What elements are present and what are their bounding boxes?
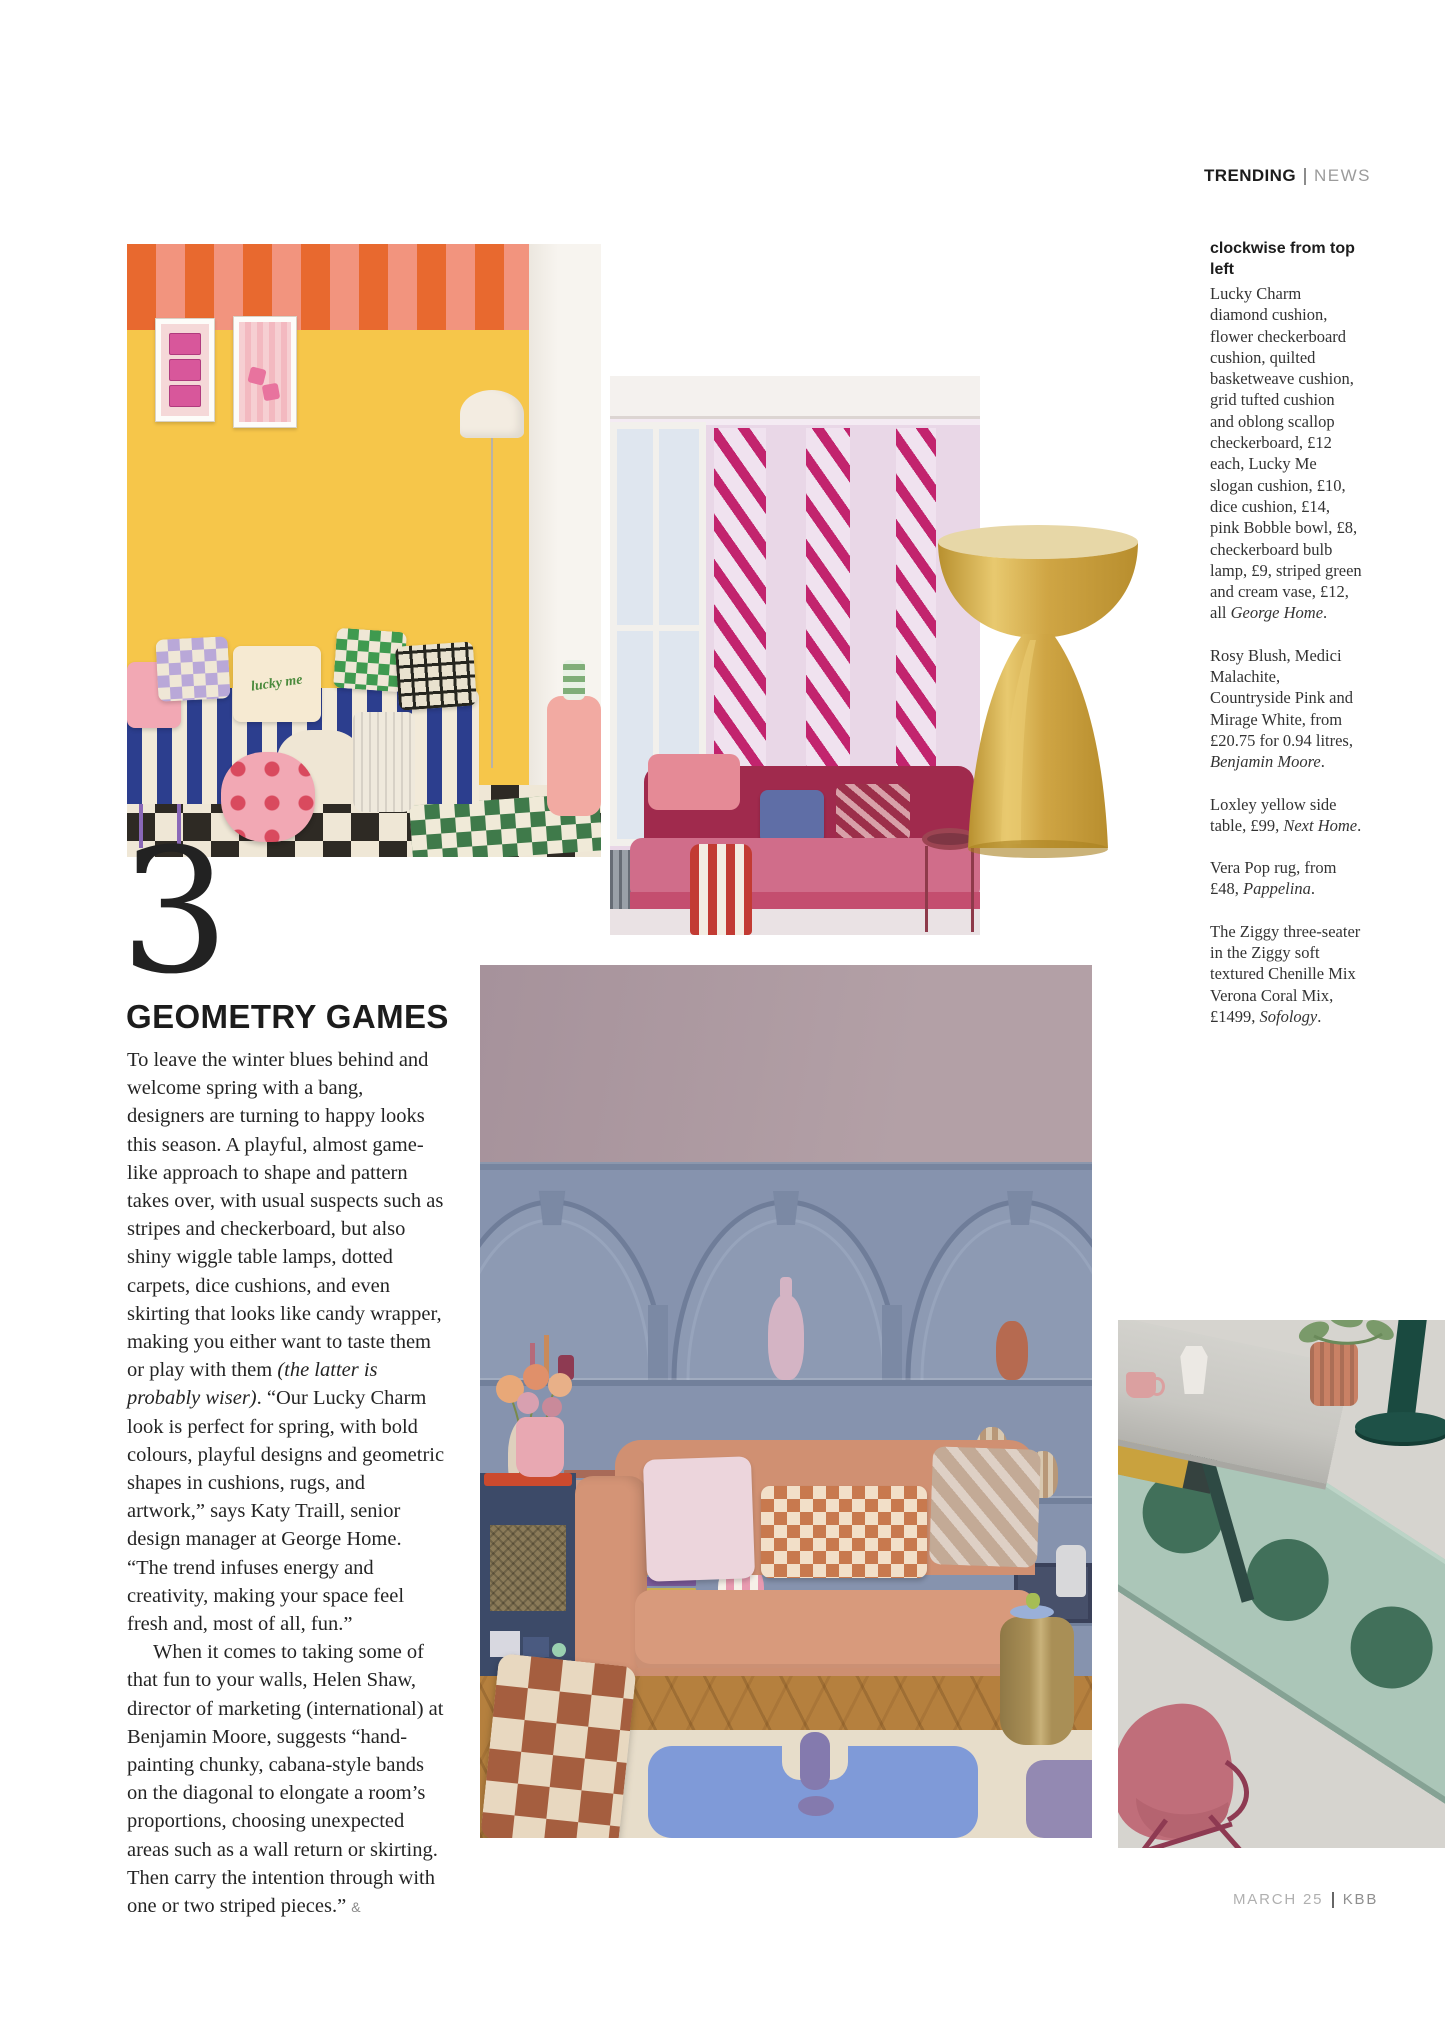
striped-green-cream-vase bbox=[563, 660, 585, 700]
flower-checkerboard-cushion bbox=[155, 636, 230, 702]
taupe-patterned-cushion bbox=[929, 1446, 1041, 1568]
caption-block: The Ziggy three-seater in the Ziggy soft textured Chenille Mix Verona Coral Mix, £1499, Sofology. bbox=[1210, 921, 1361, 1026]
pear bbox=[1026, 1593, 1040, 1609]
vase-neck bbox=[780, 1277, 792, 1299]
trend-number: 3 bbox=[120, 811, 230, 1012]
framed-ticket-print bbox=[155, 318, 215, 422]
striped-cushion bbox=[836, 784, 910, 842]
pink-flower-vase bbox=[516, 1417, 564, 1477]
mauve-ceiling bbox=[480, 965, 1092, 1162]
candy-stripe-pilaster bbox=[896, 428, 936, 808]
geometric-rug bbox=[588, 1730, 1092, 1838]
article-title: GEOMETRY GAMES bbox=[126, 998, 449, 1035]
pink-ribbed-vase bbox=[768, 1295, 804, 1380]
floor-lamp-pole bbox=[491, 438, 493, 768]
table-leg bbox=[925, 846, 928, 932]
pleated-side-table bbox=[353, 712, 415, 812]
window-mullion bbox=[617, 625, 699, 631]
caption-column bbox=[1210, 238, 1362, 1048]
checkered-lumbar-cushion bbox=[761, 1486, 927, 1578]
framed-dice-print bbox=[233, 316, 297, 428]
caption-block: Rosy Blush, Medici Malachite, Countryside Pink and Mirage White, from £20.75 for 0.94 litres, Benjamin Moore. bbox=[1210, 645, 1353, 772]
side-table-illustration bbox=[935, 520, 1141, 862]
photo-lilac-living-room bbox=[610, 376, 980, 935]
teal-stool-base bbox=[1355, 1412, 1445, 1442]
blue-patterned-cushion bbox=[760, 790, 824, 844]
succulent-plant bbox=[1294, 1320, 1404, 1358]
grid-tufted-cushion bbox=[395, 641, 477, 710]
issue-date: MARCH 25 bbox=[1233, 1891, 1324, 1908]
pink-velvet-chair bbox=[1118, 1702, 1276, 1848]
caption-block: Loxley yellow side table, £99, Next Home. bbox=[1210, 794, 1362, 835]
section-label: TRENDING bbox=[1204, 166, 1296, 185]
pink-fringed-throw bbox=[648, 754, 740, 810]
pink-dotted-pouf bbox=[221, 752, 315, 842]
header-divider bbox=[1304, 168, 1306, 185]
brown-check-floor-cushion bbox=[480, 1653, 637, 1838]
footer-divider bbox=[1332, 1892, 1334, 1908]
pink-mug bbox=[1126, 1372, 1156, 1398]
article-body bbox=[127, 1046, 445, 1921]
white-jug bbox=[1056, 1545, 1086, 1597]
brass-side-table bbox=[1000, 1617, 1074, 1745]
page-footer bbox=[1233, 1891, 1378, 1908]
page-header bbox=[1204, 166, 1371, 186]
magazine-name: KBB bbox=[1342, 1891, 1379, 1908]
photo-dotted-rug-scene bbox=[1118, 1320, 1445, 1848]
pink-scalloped-table bbox=[547, 696, 601, 816]
caption-block: Vera Pop rug, from £48, Pappelina. bbox=[1210, 858, 1337, 899]
article-paragraph: When it comes to taking some of that fun to your walls, Helen Shaw, director of marketing (international) at Benjamin Moore, suggests “hand-painting chunky, cabana-style bands on the diagonal to elongate a room’s proportions, choosing unexpected areas such as a wall return or skirting. Then carry the intention through with one or two striped pieces.” & bbox=[127, 1641, 444, 1918]
rust-vase bbox=[996, 1321, 1028, 1380]
photo-yellow-side-table bbox=[935, 520, 1141, 862]
shelf-column bbox=[882, 1305, 902, 1383]
sofa-seat bbox=[635, 1590, 1035, 1674]
pale-pink-cushion bbox=[643, 1456, 755, 1582]
article-paragraph: To leave the winter blues behind and welcome spring with a bang, designers are turning to happy looks this season. A playful, almost game-like approach to shape and pattern takes over, with usual suspects such as stripes and checkerboard, but also shiny wiggle table lamps, dotted carpets, dice cushions, and even skirting that looks like candy wrapper, making you either want to taste them or play with them (the latter is probably wiser). “Our Lucky Charm look is perfect for spring, with bold colours, playful designs and geometric shapes in cushions, rugs, and artwork,” says Katy Traill, senior design manager at George Home. “The trend infuses energy and creativity, making your space feel fresh and, most of all, fun.” bbox=[127, 1049, 445, 1636]
floor-lamp-shade bbox=[460, 390, 524, 438]
subsection-label: NEWS bbox=[1313, 166, 1371, 185]
cornice bbox=[610, 376, 980, 419]
photo-blue-shelving-room bbox=[480, 965, 1092, 1838]
lucky-me-slogan-cushion: lucky me bbox=[233, 646, 321, 722]
caption-block: Lucky Charm diamond cushion, flower checkerboard cushion, quilted basketweave cushion, grid tufted cushion and oblong scallop checkerboard, £12 each, Lucky Me slogan cushion, £10, dice cushion, £14, pink Bobble bowl, £8, checkerboard bulb lamp, £9, striped green and cream vase, £12, all George Home. bbox=[1210, 284, 1362, 623]
red-striped-drum-stool bbox=[690, 844, 752, 935]
shelf-column bbox=[648, 1305, 668, 1383]
caption-heading: clockwise from top left bbox=[1210, 240, 1355, 278]
photo-yellow-living-room bbox=[127, 244, 601, 857]
